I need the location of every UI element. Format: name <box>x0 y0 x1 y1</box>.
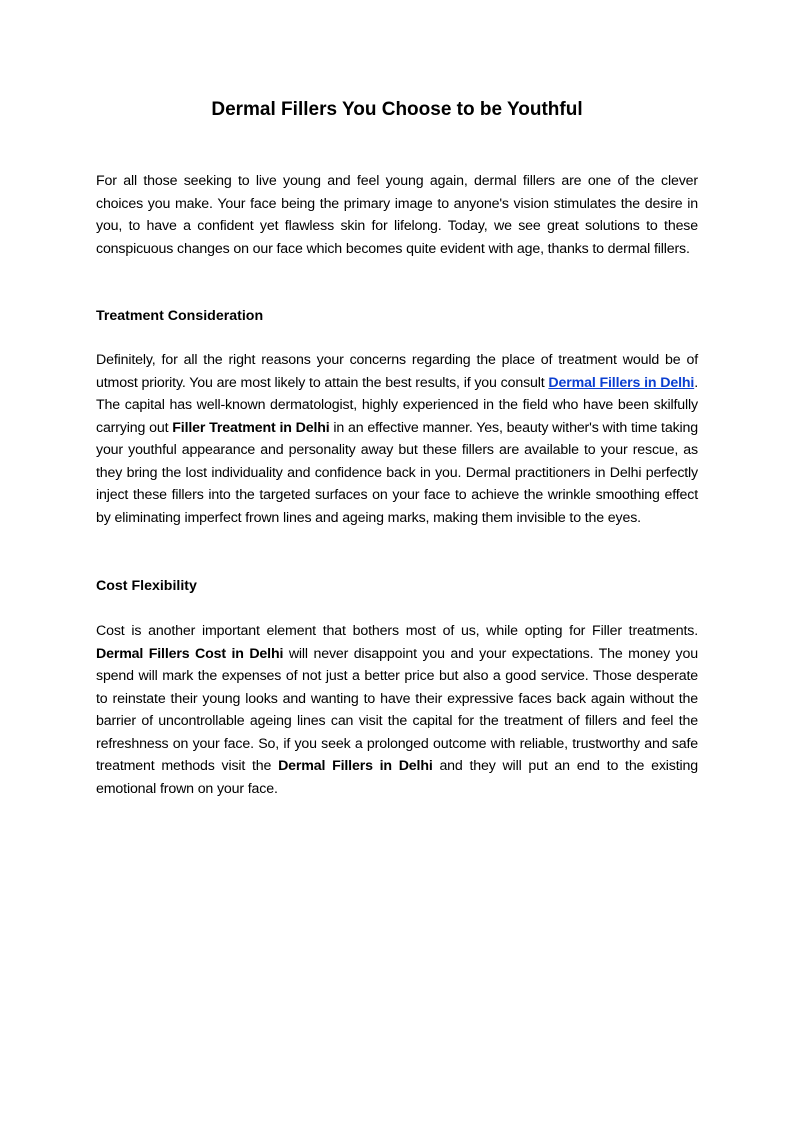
treatment-consideration-paragraph <box>96 349 698 529</box>
paragraph-text: will never disappoint you and your expectations. The money you spend will mark the expenses of not just a better price but also a good service. Those desperate to reinstate their young looks and wanting to have their expressive faces back again without the barrier of uncontrollable ageing lines can visit the capital for the treatment of fillers and feel the refreshness on your face. So, if you seek a prolonged outcome with reliable, trustworthy and safe treatment methods visit the <box>96 645 698 774</box>
paragraph-text: Definitely, for all the right reasons your concerns regarding the place of treatment would be of utmost priority. You are most likely to attain the best results, if you consult <box>96 352 698 391</box>
bold-keyword-dermal-fillers-delhi: Dermal Fillers in Delhi <box>278 758 433 774</box>
intro-paragraph: For all those seeking to live young and feel young again, dermal fillers are one of the clever choices you make. Your face being the primary image to anyone's vision stimulates the desire in you, to have a confident yet flawless skin for lifelong. Today, we see great solutions to these conspicuous changes on our face which becomes quite evident with age, thanks to dermal fillers. <box>96 173 698 257</box>
document-title: Dermal Fillers You Choose to be Youthful <box>211 99 583 120</box>
section-heading-treatment-consideration: Treatment Consideration <box>96 308 264 324</box>
paragraph-text: . The capital has well-known dermatologist, highly experienced in the field who have been skilfully carrying out <box>96 374 698 436</box>
paragraph-text: in an effective manner. Yes, beauty wither's with time taking your youthful appearance and personality away but these fillers are available to your rescue, as they bring the lost individuality and confidence back in you. Dermal practitioners in Delhi perfectly inject these fillers into the targeted surfaces on your face to achieve the wrinkle smoothing effect by eliminating imperfect frown lines and ageing marks, making them invisible to the eyes. <box>96 419 699 526</box>
bold-keyword-dermal-fillers-cost: Dermal Fillers Cost in Delhi <box>96 645 284 662</box>
dermal-fillers-in-delhi-link[interactable]: Dermal Fillers in Delhi <box>548 374 695 391</box>
paragraph-text: Cost is another important element that bothers most of us, while opting for Filler treatments. <box>96 623 698 639</box>
section-heading-cost-flexibility: Cost Flexibility <box>96 578 197 594</box>
bold-keyword-filler-treatment: Filler Treatment in Delhi <box>172 419 330 436</box>
paragraph-text: and they will put an end to the existing emotional frown on your face. <box>96 758 698 797</box>
cost-flexibility-paragraph <box>96 620 698 800</box>
